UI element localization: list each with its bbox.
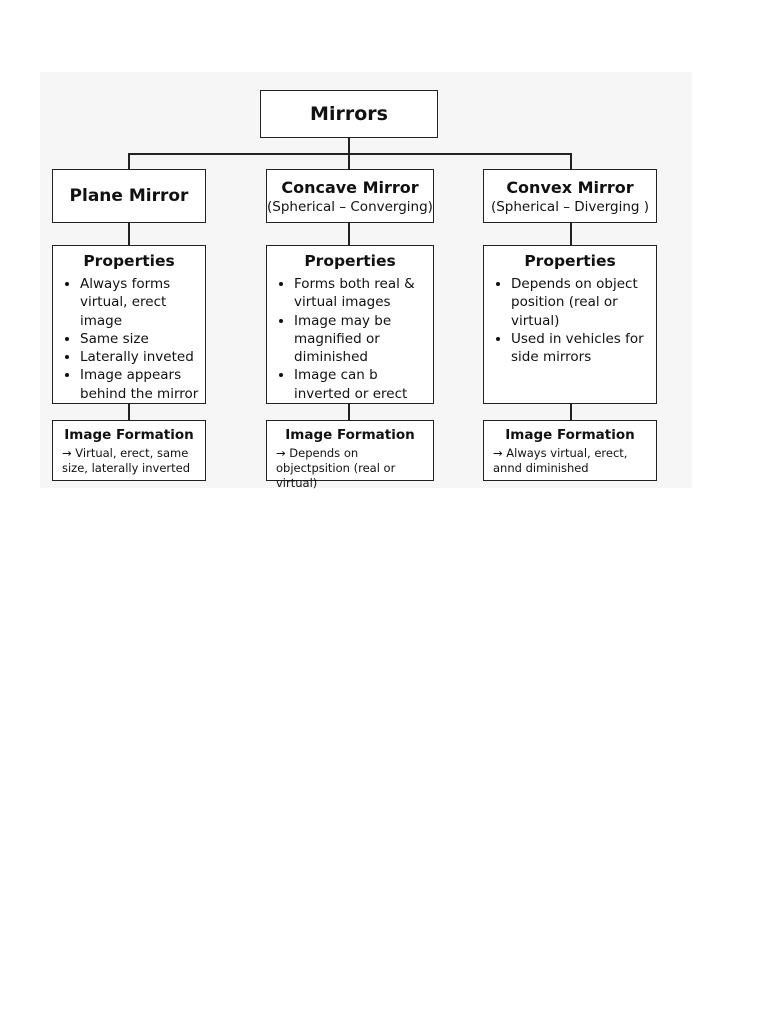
properties-list: [53, 275, 205, 403]
connector-horizontal: [128, 153, 572, 155]
connector-convex-props: [570, 223, 572, 245]
plane-mirror-title: Plane Mirror: [69, 186, 189, 206]
concave-mirror-title: Concave Mirror: [281, 177, 419, 197]
formation-text: → Always virtual, erect, annd diminished: [493, 446, 628, 475]
list-item: • Laterally inveted: [80, 348, 205, 366]
formation-text: → Depends on objectpsition (real or virtual): [276, 446, 396, 490]
concave-mirror-formation: [266, 420, 434, 490]
list-item: • Depends on object position (real or virtual): [511, 275, 656, 330]
convex-mirror-formation: [483, 420, 657, 481]
connector-concave-props: [348, 223, 350, 245]
properties-list: [484, 275, 656, 366]
formation-heading: Image Formation: [285, 427, 415, 443]
list-item: • Image may be magnified or diminished: [294, 312, 433, 367]
concave-mirror-properties: [266, 245, 434, 404]
root-title: Mirrors: [310, 103, 388, 125]
list-item: • Same size: [80, 330, 205, 348]
plane-mirror-formation: [52, 420, 206, 481]
connector-plane-down: [128, 153, 130, 169]
list-item: • Always forms virtual, erect image: [80, 275, 205, 330]
convex-mirror-properties: [483, 245, 657, 404]
properties-heading: Properties: [524, 252, 616, 270]
formation-heading: Image Formation: [64, 427, 194, 443]
list-item: • Forms both real & virtual images: [294, 275, 433, 312]
list-item: • Image can b inverted or erect: [294, 366, 433, 403]
concave-mirror-subtitle: (Spherical – Converging): [267, 198, 433, 215]
formation-heading: Image Formation: [505, 427, 635, 443]
convex-mirror-subtitle: (Spherical – Diverging ): [490, 198, 650, 215]
properties-heading: Properties: [83, 252, 175, 270]
list-item: • Used in vehicles for side mirrors: [511, 330, 656, 367]
root-node: [260, 90, 438, 138]
connector-root-down: [348, 138, 350, 154]
convex-mirror-title: Convex Mirror: [506, 177, 634, 197]
connector-convex-formation: [570, 404, 572, 420]
connector-plane-props: [128, 223, 130, 245]
formation-text: → Virtual, erect, same size, laterally inverted: [62, 446, 191, 475]
properties-heading: Properties: [304, 252, 396, 270]
convex-mirror-node: [483, 169, 657, 223]
plane-mirror-node: [52, 169, 206, 223]
connector-concave-formation: [348, 404, 350, 420]
connector-plane-formation: [128, 404, 130, 420]
concave-mirror-node: [266, 169, 434, 223]
connector-convex-down: [570, 153, 572, 169]
properties-list: [267, 275, 433, 403]
plane-mirror-properties: [52, 245, 206, 404]
list-item: • Image appears behind the mirror: [80, 366, 205, 403]
connector-concave-down: [348, 153, 350, 169]
